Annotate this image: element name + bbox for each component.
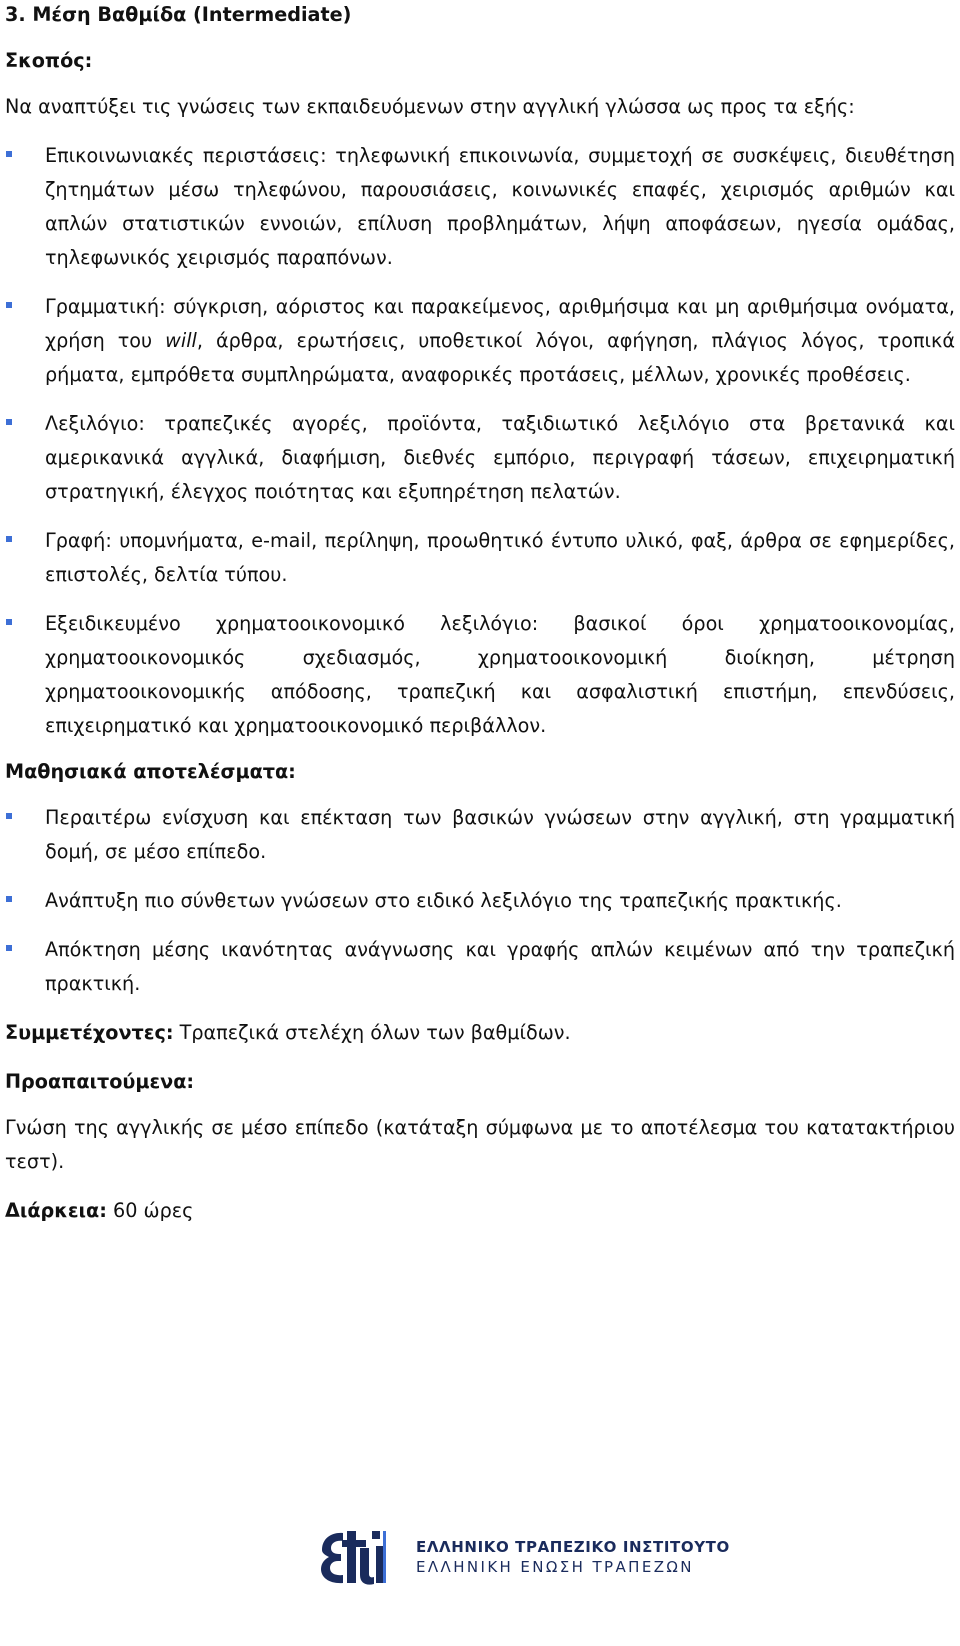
- list-item: [5, 407, 955, 509]
- prerequisites-text: Γνώση της αγγλικής σε μέσο επίπεδο (κατάταξη σύμφωνα με το αποτέλεσμα του κατατακτήριου τεστ).: [5, 1116, 955, 1173]
- bullet-icon: [6, 896, 12, 902]
- purpose-intro: Να αναπτύξει τις γνώσεις των εκπαιδευόμενων στην αγγλική γλώσσα ως προς τα εξής:: [5, 95, 855, 118]
- institute-logo: [316, 1524, 730, 1588]
- purpose-list: [5, 139, 955, 743]
- list-item: [5, 801, 955, 869]
- logo-line-2: ΕΛΛΗΝΙΚΗ ΕΝΩΣΗ ΤΡΑΠΕΖΩΝ: [416, 1558, 694, 1576]
- list-item-text: Εξειδικευμένο χρηματοοικονομικό λεξιλόγιο: βασικοί όροι χρηματοοικονομίας, χρηματοοικονομικός σχεδιασμός, χρηματοοικονομική διοίκηση, μέτρηση χρηματοοικονομικής απόδοσης, τραπεζική και ασφαλιστική επιστήμη, επενδύσεις, επιχειρηματικό και χρηματοοικονομικό περιβάλλον.: [45, 612, 955, 737]
- bullet-icon: [6, 813, 12, 819]
- list-item-text: Ανάπτυξη πιο σύνθετων γνώσεων στο ειδικό λεξιλόγιο της τραπεζικής πρακτικής.: [45, 889, 842, 912]
- participants-value: Τραπεζικά στελέχη όλων των βαθμίδων.: [173, 1021, 571, 1044]
- eti-logo-icon: [316, 1524, 388, 1588]
- duration: [5, 1194, 955, 1228]
- logo-line-1: ΕΛΛΗΝΙΚΟ ΤΡΑΠΕΖΙΚΟ ΙΝΣΤΙΤΟΥΤΟ: [416, 1538, 730, 1556]
- participants: [5, 1016, 955, 1050]
- bullet-icon: [6, 419, 12, 425]
- document-page: [5, 0, 955, 1243]
- list-item: [5, 524, 955, 592]
- prerequisites-heading: Προαπαιτούμενα:: [5, 1070, 195, 1093]
- participants-label: Συμμετέχοντες:: [5, 1021, 174, 1044]
- list-item: [5, 607, 955, 743]
- bullet-icon: [6, 945, 12, 951]
- list-item: [5, 139, 955, 275]
- outcomes-heading: Μαθησιακά αποτελέσματα:: [5, 760, 296, 783]
- list-item-text: Γραφή: υπομνήματα, e-mail, περίληψη, προωθητικό έντυπο υλικό, φαξ, άρθρα σε εφημερίδες, επιστολές, δελτία τύπου.: [45, 529, 955, 586]
- list-item-text: Απόκτηση μέσης ικανότητας ανάγνωσης και γραφής απλών κειμένων από την τραπεζική πρακτική.: [45, 938, 955, 995]
- bullet-icon: [6, 619, 12, 625]
- duration-label: Διάρκεια:: [5, 1199, 107, 1222]
- section-title: 3. Μέση Βαθμίδα (Intermediate): [5, 3, 352, 26]
- bullet-icon: [6, 536, 12, 542]
- list-item-text: Γραμματική: σύγκριση, αόριστος και παρακείμενος, αριθμήσιμα και μη αριθμήσιμα ονόματα, χρήση του: [45, 295, 955, 352]
- outcomes-list: [5, 801, 955, 1001]
- list-item-text: Περαιτέρω ενίσχυση και επέκταση των βασικών γνώσεων στην αγγλική, στη γραμματική δομή, σε μέσο επίπεδο.: [45, 806, 955, 863]
- list-item: [5, 290, 955, 392]
- italic-term: will: [165, 329, 197, 352]
- list-item-text: , άρθρα, ερωτήσεις, υποθετικοί λόγοι, αφήγηση, πλάγιος λόγος, τροπικά ρήματα, εμπρόθετα συμπληρώματα, αναφορικές προτάσεις, μέλλων, χρονικές προθέσεις.: [45, 329, 955, 386]
- purpose-heading: Σκοπός:: [5, 49, 93, 72]
- bullet-icon: [6, 151, 12, 157]
- bullet-icon: [6, 302, 12, 308]
- list-item: [5, 884, 955, 918]
- duration-value: 60 ώρες: [106, 1199, 194, 1222]
- list-item-text: Επικοινωνιακές περιστάσεις: τηλεφωνική επικοινωνία, συμμετοχή σε συσκέψεις, διευθέτηση ζητημάτων μέσω τηλεφώνου, παρουσιάσεις, κοινωνικές επαφές, χειρισμός αριθμών και απλών στατιστικών εννοιών, επίλυση προβλημάτων, λήψη αποφάσεων, ηγεσία ομάδας, τηλεφωνικός χειρισμός παραπόνων.: [45, 144, 955, 269]
- list-item-text: Λεξιλόγιο: τραπεζικές αγορές, προϊόντα, ταξιδιωτικό λεξιλόγιο στα βρετανικά και αμερικανικά αγγλικά, διαφήμιση, διεθνές εμπόριο, περιγραφή τάσεων, επιχειρηματική στρατηγική, έλεγχος ποιότητας και εξυπηρέτηση πελατών.: [45, 412, 955, 503]
- list-item: [5, 933, 955, 1001]
